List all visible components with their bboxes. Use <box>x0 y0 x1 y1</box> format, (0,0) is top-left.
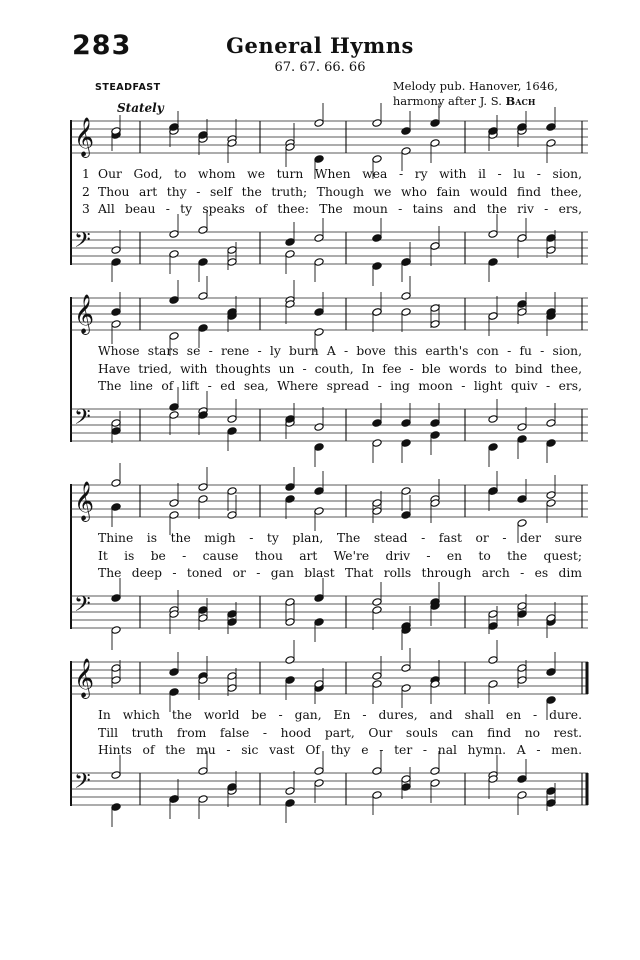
note-head <box>372 499 382 508</box>
staff-engraving <box>70 228 588 265</box>
note-head <box>169 296 179 305</box>
note-head <box>285 787 295 796</box>
note-head <box>517 234 527 243</box>
note-head <box>517 308 527 317</box>
note-head <box>401 664 411 673</box>
note-head <box>198 495 208 504</box>
note-head <box>401 258 411 267</box>
note-head <box>227 427 237 436</box>
note-head <box>488 610 498 619</box>
treble-staff <box>70 481 588 521</box>
lyric-line <box>70 530 588 548</box>
note-head <box>169 411 179 420</box>
note-head <box>314 618 324 627</box>
lyric-line <box>70 201 588 219</box>
staff-engraving <box>70 592 588 629</box>
note-head <box>430 304 440 313</box>
hymn-number: 283 <box>72 30 132 61</box>
note-head <box>488 680 498 689</box>
lyric-text: All beau - ty speaks of thee: The moun - tains and the riv - ers, <box>98 202 582 216</box>
note-head <box>517 610 527 619</box>
note-head <box>314 258 324 267</box>
note-head <box>430 242 440 251</box>
lyric-text: The deep - toned or - gan blast That rolls through arch - es dim <box>98 566 582 580</box>
note-head <box>488 415 498 424</box>
treble-clef-icon: 𝄞 <box>74 294 95 334</box>
note-head <box>227 246 237 255</box>
note-head <box>517 423 527 432</box>
note-head <box>401 783 411 792</box>
note-head <box>430 139 440 148</box>
note-head <box>401 684 411 693</box>
note-head <box>372 308 382 317</box>
note-head <box>546 491 556 500</box>
note-head <box>372 680 382 689</box>
note-head <box>111 664 121 673</box>
staff-engraving <box>70 294 588 334</box>
note-head <box>111 258 121 267</box>
note-head <box>401 147 411 156</box>
lyric-line <box>70 725 588 743</box>
note-head <box>198 795 208 804</box>
note-head <box>227 618 237 627</box>
lyric-text: It is be - cause thou art We're driv - en to the quest; <box>98 548 582 563</box>
lyric-line <box>70 742 588 760</box>
note-head <box>227 258 237 267</box>
treble-staff <box>70 117 588 157</box>
note-head <box>169 688 179 697</box>
note-head <box>314 594 324 603</box>
lyric-text: Hints of the mu - sic vast Of thy e - ter - nal hymn. A - men. <box>98 743 582 757</box>
note-head <box>198 483 208 492</box>
note-head <box>285 799 295 808</box>
note-head <box>198 614 208 623</box>
lyric-line <box>70 184 588 202</box>
note-head <box>111 771 121 780</box>
note-head <box>401 775 411 784</box>
note-head <box>198 767 208 776</box>
credit-line-1: Melody pub. Hanover, 1646, <box>392 79 558 93</box>
note-head <box>546 439 556 448</box>
lyric-line <box>70 707 588 725</box>
note-head <box>227 610 237 619</box>
music-system-3 <box>70 481 588 634</box>
lyric-line <box>70 361 588 379</box>
lyrics-block <box>70 166 588 219</box>
lyric-text: Thou art thy - self the truth; Though we who fain would find thee, <box>98 184 582 199</box>
note-head <box>227 511 237 520</box>
note-head <box>401 308 411 317</box>
treble-clef-icon: 𝄞 <box>74 117 95 157</box>
note-head <box>314 507 324 516</box>
section-title: General Hymns <box>226 33 414 58</box>
note-head <box>430 320 440 329</box>
credit-line-2 <box>393 94 558 109</box>
note-head <box>517 495 527 504</box>
lyric-line <box>70 343 588 361</box>
note-head <box>372 507 382 516</box>
tune-name: STEADFAST <box>95 82 161 93</box>
note-head <box>169 499 179 508</box>
note-head <box>372 234 382 243</box>
note-head <box>169 511 179 520</box>
credit-composer: Bach <box>505 94 536 108</box>
note-head <box>546 246 556 255</box>
bass-staff <box>70 405 588 442</box>
lyric-text: Thine is the migh - ty plan, The stead - fast or - der sure <box>98 531 582 545</box>
staff-engraving <box>70 481 588 521</box>
lyric-line <box>70 548 588 566</box>
treble-clef-icon: 𝄞 <box>74 658 95 698</box>
note-head <box>372 598 382 607</box>
note-head <box>111 503 121 512</box>
note-head <box>401 487 411 496</box>
note-head <box>488 312 498 321</box>
music-system-1 <box>70 117 588 270</box>
music-system-2 <box>70 294 588 447</box>
note-head <box>285 495 295 504</box>
bass-clef-icon: 𝄢 <box>74 769 91 799</box>
bass-clef-icon: 𝄢 <box>74 592 91 622</box>
staff-engraving <box>70 769 588 806</box>
note-head <box>111 308 121 317</box>
note-head <box>372 791 382 800</box>
lyric-line <box>70 565 588 583</box>
note-head <box>372 767 382 776</box>
note-head <box>488 622 498 631</box>
note-head <box>546 139 556 148</box>
bass-clef-icon: 𝄢 <box>74 405 91 435</box>
note-head <box>517 676 527 685</box>
note-head <box>285 676 295 685</box>
note-head <box>372 672 382 681</box>
note-head <box>314 779 324 788</box>
note-head <box>372 419 382 428</box>
note-head <box>111 419 121 428</box>
note-head <box>372 119 382 128</box>
note-head <box>546 787 556 796</box>
note-head <box>169 795 179 804</box>
bass-staff <box>70 769 588 806</box>
note-head <box>227 684 237 693</box>
note-head <box>401 439 411 448</box>
note-head <box>430 431 440 440</box>
note-head <box>227 415 237 424</box>
lyrics-block <box>70 707 588 760</box>
note-head <box>111 594 121 603</box>
verse-number: 3 <box>82 202 90 216</box>
bass-staff <box>70 228 588 265</box>
note-head <box>517 602 527 611</box>
note-head <box>488 487 498 496</box>
meter: 67. 67. 66. 66 <box>274 60 366 75</box>
note-head <box>430 767 440 776</box>
note-head <box>314 487 324 496</box>
note-head <box>111 320 121 329</box>
note-head <box>517 300 527 309</box>
note-head <box>111 479 121 488</box>
note-head <box>430 419 440 428</box>
verse-number: 1 <box>82 167 90 181</box>
note-head <box>169 230 179 239</box>
note-head <box>169 332 179 341</box>
note-head <box>546 696 556 705</box>
note-head <box>372 606 382 615</box>
note-head <box>285 598 295 607</box>
note-head <box>169 250 179 259</box>
note-head <box>314 423 324 432</box>
lyric-line <box>70 378 588 396</box>
tempo-marking: Stately <box>117 101 164 115</box>
note-head <box>285 483 295 492</box>
staff-engraving <box>70 405 588 442</box>
note-head <box>198 226 208 235</box>
note-head <box>430 779 440 788</box>
note-head <box>111 427 121 436</box>
note-head <box>227 672 237 681</box>
note-head <box>546 499 556 508</box>
note-head <box>517 791 527 800</box>
note-head <box>314 119 324 128</box>
lyric-text: Till truth from false - hood part, Our souls can find no rest. <box>98 725 582 740</box>
note-head <box>314 443 324 452</box>
note-head <box>285 250 295 259</box>
lyric-text: Whose stars se - rene - ly burn A - bove this earth's con - fu - sion, <box>98 344 582 358</box>
music-system-4 <box>70 658 588 811</box>
staff-engraving <box>70 117 588 157</box>
note-head <box>314 308 324 317</box>
lyrics-block <box>70 530 588 583</box>
verse-number: 2 <box>82 184 90 199</box>
note-head <box>372 262 382 271</box>
note-head <box>198 324 208 333</box>
note-head <box>314 328 324 337</box>
note-head <box>517 519 527 528</box>
note-head <box>111 676 121 685</box>
lyrics-block <box>70 343 588 396</box>
note-head <box>111 626 121 635</box>
note-head <box>401 419 411 428</box>
note-head <box>488 656 498 665</box>
note-head <box>488 443 498 452</box>
lyric-text: Our God, to whom we turn When wea - ry with il - lu - sion, <box>98 167 582 181</box>
note-head <box>314 767 324 776</box>
note-head <box>169 668 179 677</box>
lyric-text: In which the world be - gan, En - dures, and shall en - dure. <box>98 708 582 722</box>
note-head <box>285 618 295 627</box>
note-head <box>401 292 411 301</box>
note-head <box>111 246 121 255</box>
note-head <box>198 258 208 267</box>
note-head <box>372 439 382 448</box>
credit <box>393 79 558 109</box>
note-head <box>401 127 411 136</box>
note-head <box>198 292 208 301</box>
note-head <box>546 799 556 808</box>
note-head <box>285 238 295 247</box>
note-head <box>430 119 440 128</box>
bass-staff <box>70 592 588 629</box>
treble-staff <box>70 294 588 334</box>
note-head <box>517 775 527 784</box>
note-head <box>517 664 527 673</box>
note-head <box>198 606 208 615</box>
note-head <box>372 155 382 164</box>
credit-line-2-prefix: harmony after J. S. <box>392 94 506 108</box>
bass-clef-icon: 𝄢 <box>74 228 91 258</box>
note-head <box>111 803 121 812</box>
note-head <box>169 403 179 412</box>
note-head <box>488 258 498 267</box>
note-head <box>546 668 556 677</box>
note-head <box>488 230 498 239</box>
note-head <box>314 155 324 164</box>
treble-staff <box>70 658 588 698</box>
note-head <box>227 487 237 496</box>
lyric-line <box>70 166 588 184</box>
note-head <box>314 234 324 243</box>
note-head <box>546 419 556 428</box>
lyric-text: Have tried, with thoughts un - couth, In fee - ble words to bind thee, <box>98 361 582 376</box>
note-head <box>546 234 556 243</box>
lyric-text: The line of lift - ed sea, Where spread - ing moon - light quiv - ers, <box>98 379 582 393</box>
treble-clef-icon: 𝄞 <box>74 481 95 521</box>
note-head <box>517 435 527 444</box>
note-head <box>546 123 556 132</box>
note-head <box>285 656 295 665</box>
staff-engraving <box>70 658 588 698</box>
note-head <box>401 511 411 520</box>
